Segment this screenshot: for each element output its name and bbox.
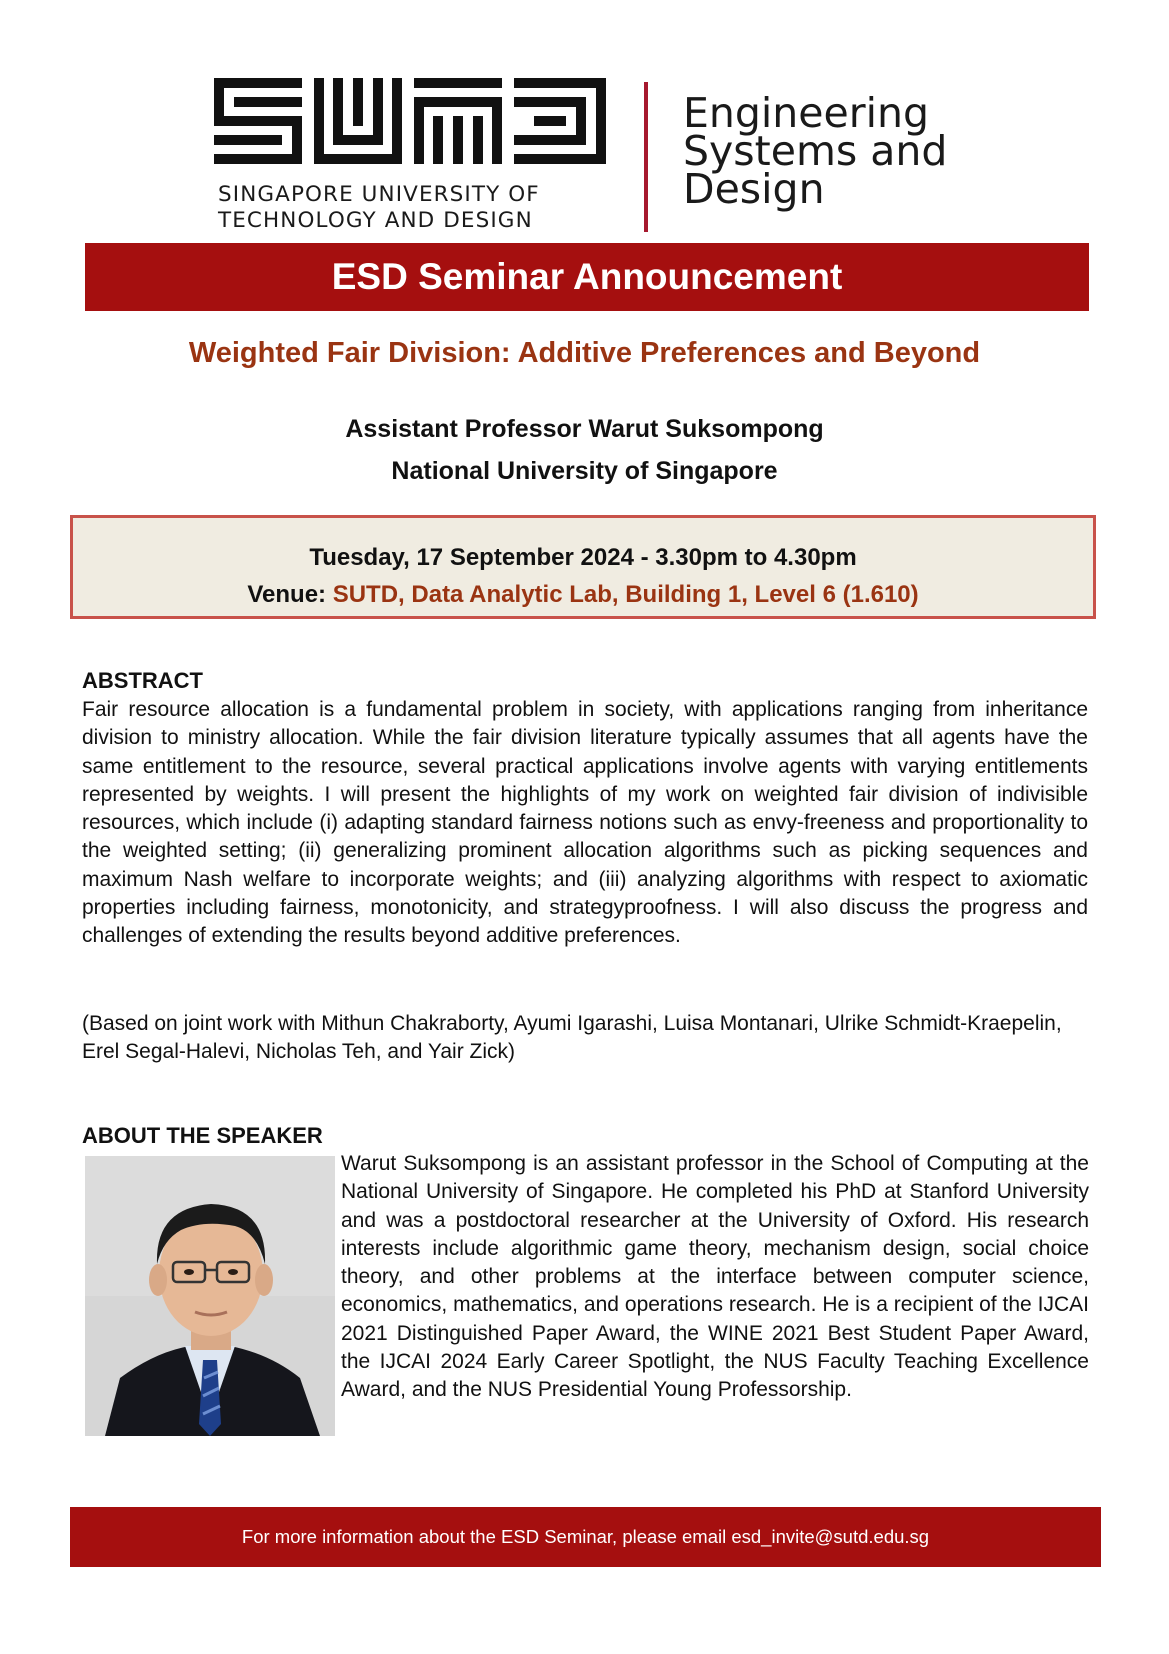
sutd-logo-icon xyxy=(214,78,606,164)
footer-contact: For more information about the ESD Seminar, please email esd_invite@sutd.edu.sg xyxy=(241,1526,930,1547)
event-datetime: Tuesday, 17 September 2024 - 3.30pm to 4.30pm xyxy=(309,544,857,571)
event-venue xyxy=(73,581,1093,609)
footer-bar xyxy=(70,1507,1101,1567)
abstract-text: Fair resource allocation is a fundamental problem in society, with applications ranging from inheritance division to ministry allocation. While the fair division literature typically assumes that all agents have the same entitlement to the resource, several practical applications involve agents with varying entitlements represented by weights. I will present the highlights of my work on weighted fair division of indivisible resources, which include (i) adapting standard fairness notions such as envy-freeness and proportionality to the weighted setting; (ii) generalizing prominent allocation algorithms such as picking sequences and maximum Nash welfare to incorporate weights; and (iii) analyzing algorithms with respect to axiomatic properties including fairness, monotonicity, and strategyproofness. I will also discuss the progress and challenges of extending the results beyond additive preferences. xyxy=(82,698,1088,948)
department-line: Engineering xyxy=(683,89,929,137)
department-name xyxy=(683,89,948,213)
university-name xyxy=(218,182,608,234)
joint-work-note: (Based on joint work with Mithun Chakraborty, Ayumi Igarashi, Luisa Montanari, Ulrike Schmidt-Kraepelin, Erel Segal-Halevi, Nicholas Teh, and Yair Zick) xyxy=(82,1012,1062,1064)
speaker-block xyxy=(0,408,1169,492)
university-name-line2: TECHNOLOGY AND DESIGN xyxy=(218,208,533,233)
venue-label: Venue: xyxy=(247,581,327,608)
schedule-box xyxy=(70,515,1096,619)
speaker-bio: Warut Suksompong is an assistant professor in the School of Computing at the National University of Singapore. He completed his PhD at Stanford University and was a postdoctoral researcher at the University of Oxford. His research interests include algorithmic game theory, mechanism design, social choice theory, and other problems at the interface between computer science, economics, mathematics, and operations research. He is a recipient of the IJCAI 2021 Distinguished Paper Award, the WINE 2021 Best Student Paper Award, the IJCAI 2024 Early Career Spotlight, the NUS Faculty Teaching Excellence Award, and the NUS Presidential Young Professorship. xyxy=(341,1152,1089,1402)
about-heading: ABOUT THE SPEAKER xyxy=(82,1123,323,1148)
department-line: Design xyxy=(683,165,825,213)
abstract-heading: ABSTRACT xyxy=(82,668,203,693)
speaker-photo xyxy=(85,1156,335,1436)
venue-value: SUTD, Data Analytic Lab, Building 1, Level 6 (1.610) xyxy=(332,581,919,608)
speaker-name: Assistant Professor Warut Suksompong xyxy=(345,415,824,443)
talk-title: Weighted Fair Division: Additive Preferences and Beyond xyxy=(188,337,981,369)
department-line: Systems and xyxy=(683,127,948,175)
logo-divider xyxy=(644,82,648,232)
university-name-line1: SINGAPORE UNIVERSITY OF xyxy=(218,182,540,207)
banner-title: ESD Seminar Announcement xyxy=(331,256,843,297)
speaker-affiliation: National University of Singapore xyxy=(391,457,778,485)
announcement-banner xyxy=(85,243,1089,311)
